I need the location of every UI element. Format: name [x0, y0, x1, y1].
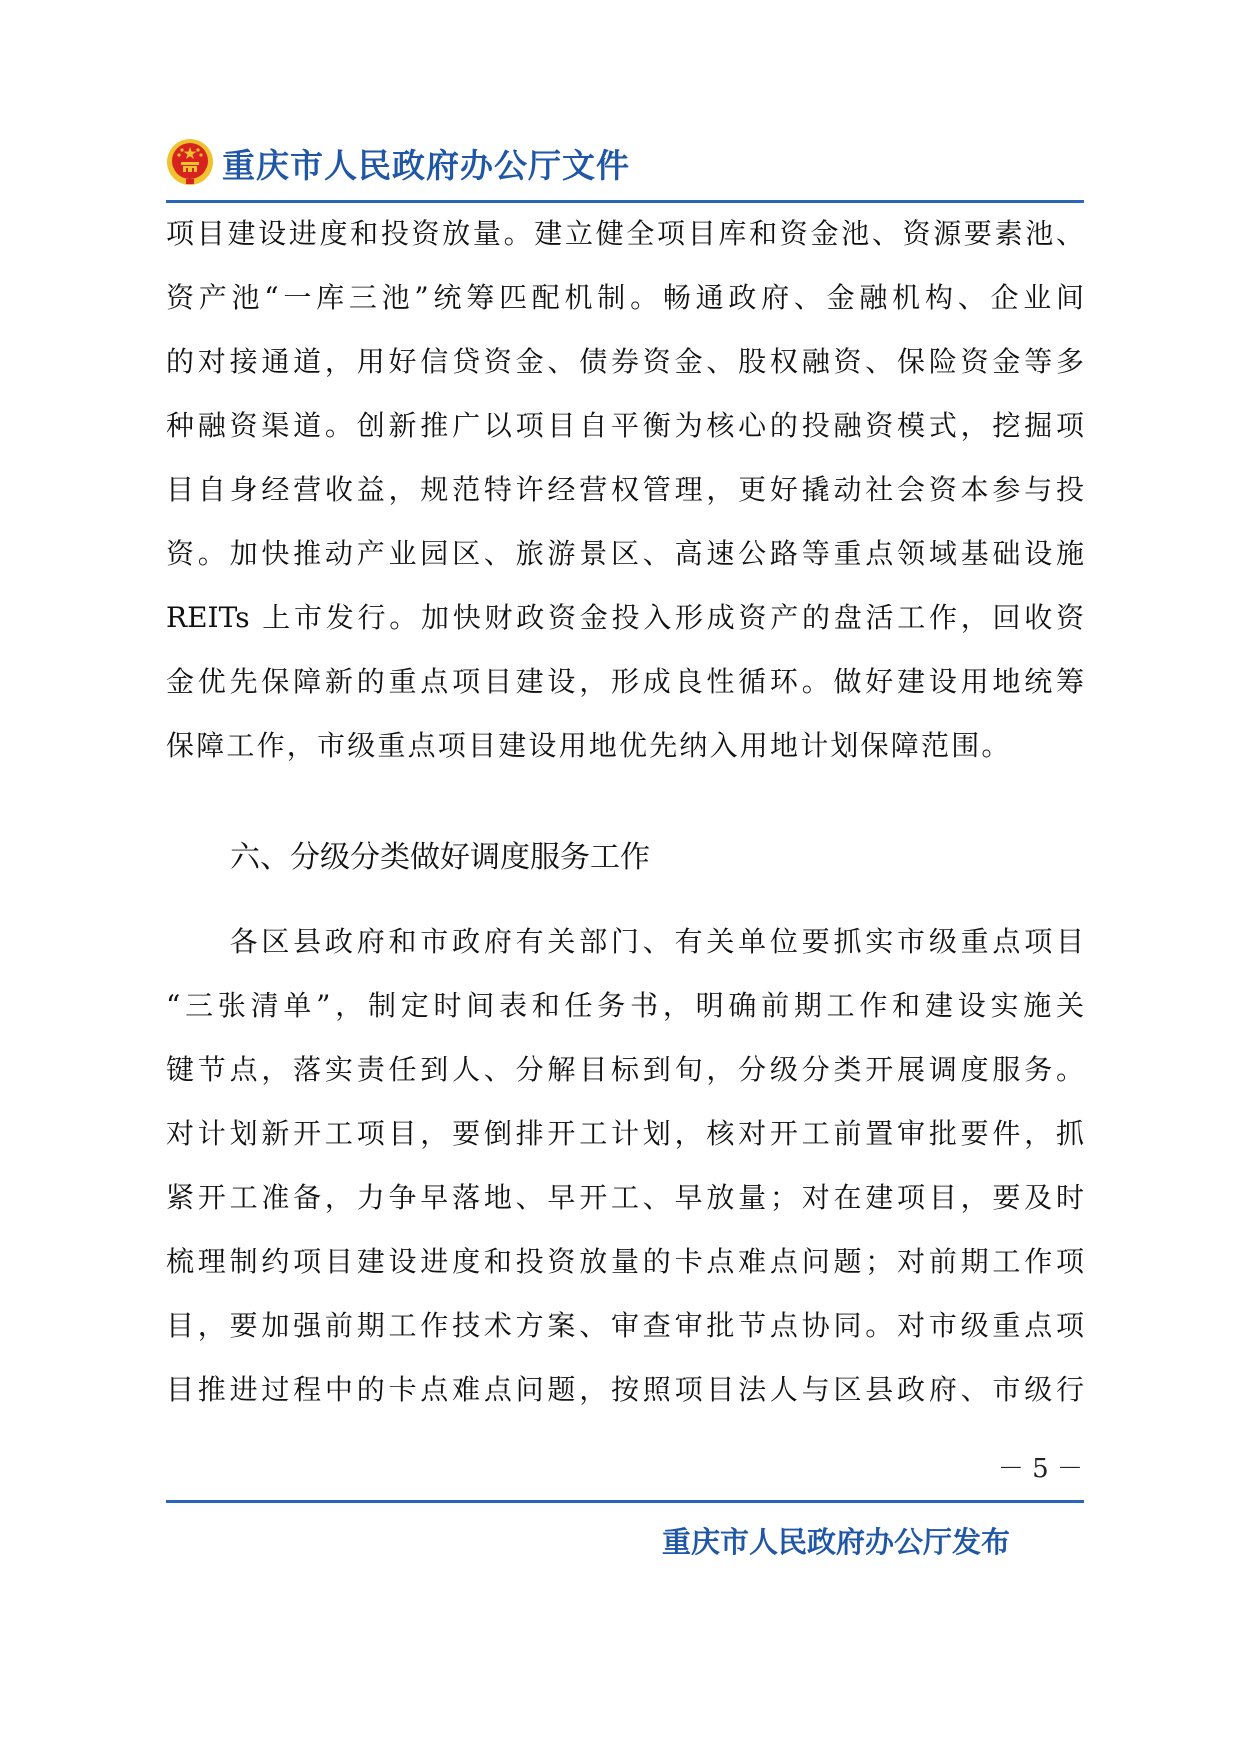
text-line: 目，要加强前期工作技术方案、审查审批节点协同。对市级重点项: [166, 1309, 1084, 1342]
text-line: “三张清单”，制定时间表和任务书，明确前期工作和建设实施关: [166, 989, 1084, 1022]
text-line: 资产池“一库三池”统筹匹配机制。畅通政府、金融机构、企业间: [166, 281, 1084, 314]
text-line: REITs 上市发行。加快财政资金投入形成资产的盘活工作，回收资: [166, 601, 1084, 634]
text-line: 对计划新开工项目，要倒排开工计划，核对开工前置审批要件，抓: [166, 1117, 1084, 1150]
document-footer-publisher: 重庆市人民政府办公厅发布: [662, 1525, 1011, 1559]
document-header: [166, 138, 1084, 196]
text-line: 目推进过程中的卡点难点问题，按照项目法人与区县政府、市级行: [166, 1373, 1084, 1406]
page-number: － 5 －: [997, 1454, 1083, 1484]
section-heading: 六、分级分类做好调度服务工作: [230, 840, 650, 875]
text-line: 金优先保障新的重点项目建设，形成良性循环。做好建设用地统筹: [166, 665, 1084, 698]
text-line: 保障工作，市级重点项目建设用地优先纳入用地计划保障范围。: [166, 729, 1012, 762]
header-divider: [166, 200, 1084, 203]
document-header-title: 重庆市人民政府办公厅文件: [222, 146, 630, 185]
text-line: 项目建设进度和投资放量。建立健全项目库和资金池、资源要素池、: [166, 217, 1084, 250]
text-line: 资。加快推动产业园区、旅游景区、高速公路等重点领域基础设施: [166, 537, 1084, 570]
text-line: 目自身经营收益，规范特许经营权管理，更好撬动社会资本参与投: [166, 473, 1084, 506]
footer-divider: [166, 1500, 1084, 1503]
national-emblem-icon: [166, 138, 214, 186]
text-line: 种融资渠道。创新推广以项目自平衡为核心的投融资模式，挖掘项: [166, 409, 1084, 442]
text-line: 各区县政府和市政府有关部门、有关单位要抓实市级重点项目: [166, 925, 1084, 958]
text-line: 的对接通道，用好信贷资金、债券资金、股权融资、保险资金等多: [166, 345, 1084, 378]
text-line: 紧开工准备，力争早落地、早开工、早放量；对在建项目，要及时: [166, 1181, 1084, 1214]
text-line: 键节点，落实责任到人、分解目标到旬，分级分类开展调度服务。: [166, 1053, 1084, 1086]
text-line: 梳理制约项目建设进度和投资放量的卡点难点问题；对前期工作项: [166, 1245, 1084, 1278]
